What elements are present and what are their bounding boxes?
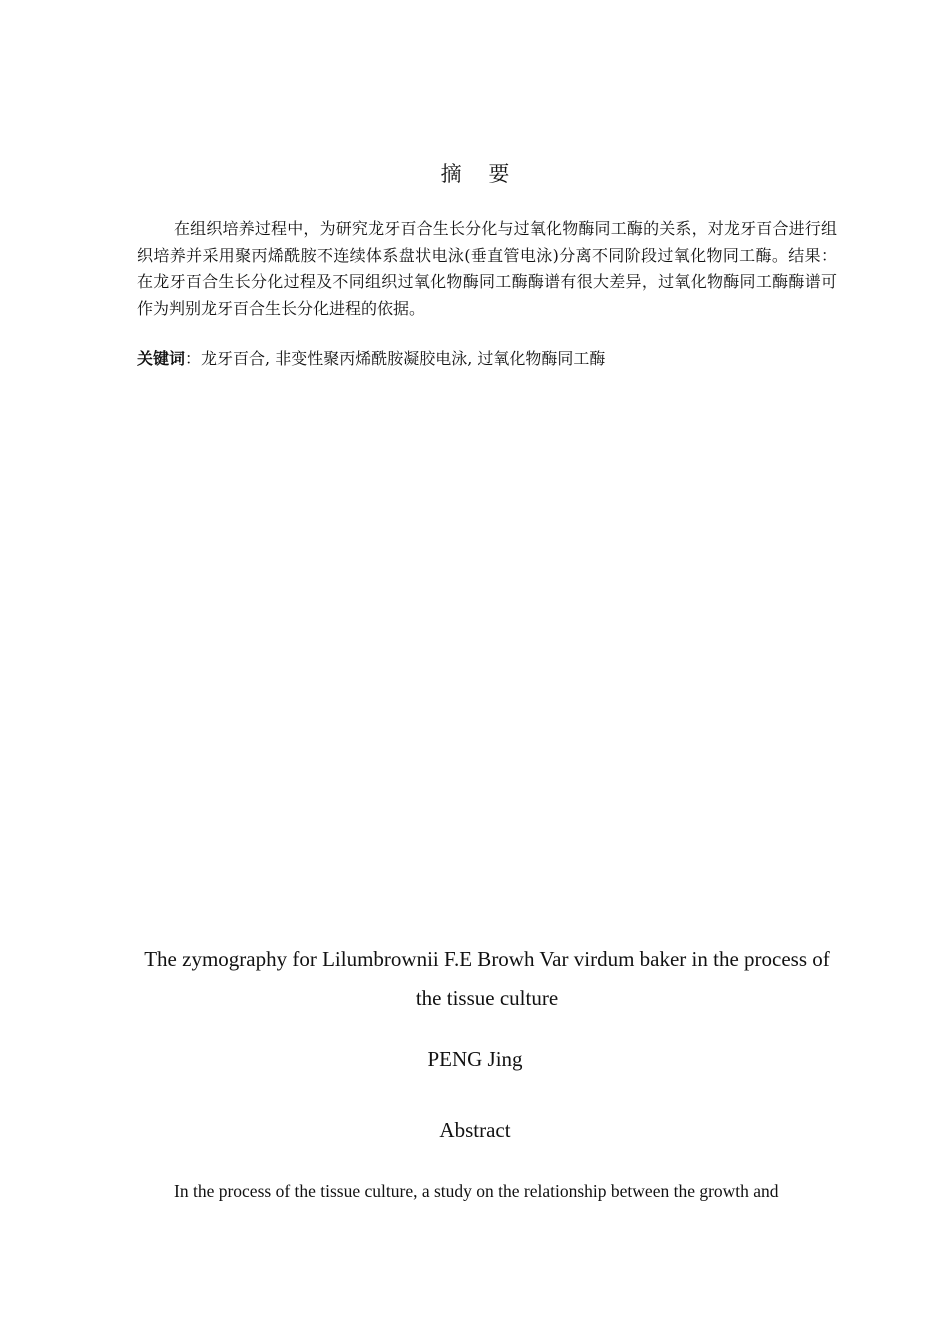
english-abstract-body: In the process of the tissue culture, a study on the relationship between the growth and (174, 1181, 779, 1201)
chinese-abstract-title: 摘 要 (440, 162, 520, 186)
english-abstract-heading: Abstract (439, 1118, 511, 1142)
chinese-keywords (137, 346, 837, 372)
english-title: The zymography for Lilumbrownii F.E Browh Var virdum baker in the process of the tissue culture (144, 947, 830, 1010)
keywords-label: 关键词 (137, 349, 186, 368)
keywords-text: 龙牙百合, 非变性聚丙烯酰胺凝胶电泳, 过氧化物酶同工酶 (201, 349, 606, 368)
keywords-separator: ： (185, 349, 202, 368)
author-name: PENG Jing (427, 1047, 523, 1071)
chinese-abstract-body: 在组织培养过程中，为研究龙牙百合生长分化与过氧化物酶同工酶的关系，对龙牙百合进行组织培养并采用聚丙烯酰胺不连续体系盘状电泳(垂直管电泳)分离不同阶段过氧化物同工酶。结果：在龙牙百合生长分化过程及不同组织过氧化物酶同工酶酶谱有很大差异，过氧化物酶同工酶酶谱可作为判别龙牙百合生长分化进程的依据。 (137, 219, 837, 318)
